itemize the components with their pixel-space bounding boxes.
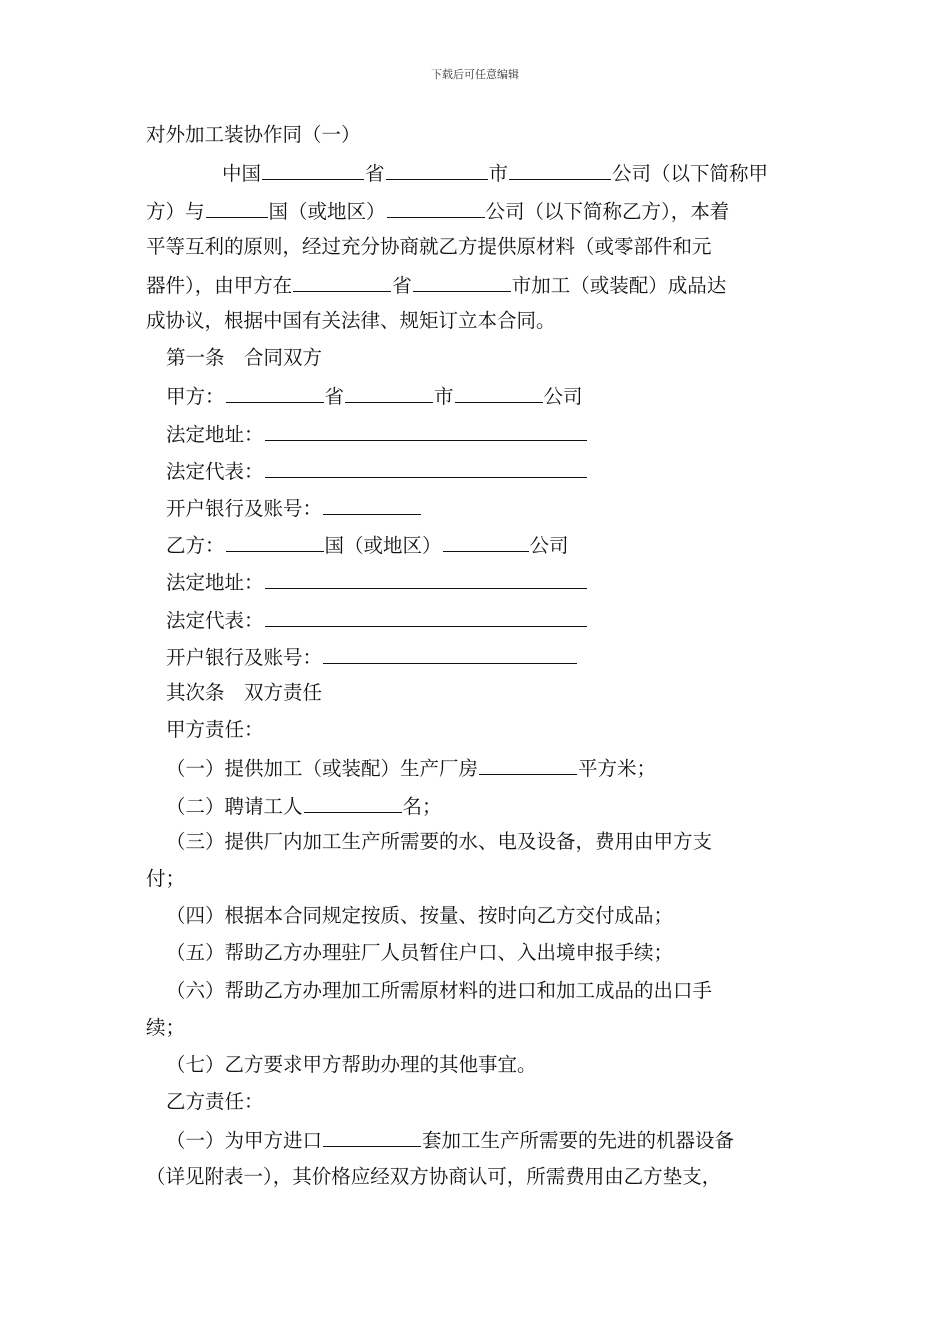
party-a-address [166, 420, 588, 448]
text: （一）提供加工（或装配）生产厂房 [166, 757, 479, 780]
blank-a-company[interactable] [455, 382, 543, 403]
intro-line-2 [146, 197, 729, 225]
a-duty-3-line-1: （三）提供厂内加工生产所需要的水、电及设备，费用由甲方支 [166, 830, 713, 853]
label: 开户银行及账号： [166, 646, 323, 669]
a-duty-4: （四）根据本合同规定按质、按量、按时向乙方交付成品； [166, 904, 674, 927]
label: 法定代表： [166, 460, 264, 483]
a-duty-3-line-2: 付； [146, 867, 186, 890]
party-b-address [166, 568, 588, 596]
blank-a-province[interactable] [226, 382, 324, 403]
label: 法定代表： [166, 609, 264, 632]
blank-a-representative[interactable] [265, 457, 587, 478]
blank-company[interactable] [509, 159, 611, 180]
party-a-bank [166, 494, 422, 522]
article-1-heading: 第一条 合同双方 [166, 346, 323, 369]
blank-equipment-sets[interactable] [323, 1126, 421, 1147]
blank-b-representative[interactable] [265, 606, 587, 627]
a-duty-6-line-2: 续； [146, 1016, 186, 1039]
text: 国（或地区） [268, 200, 386, 223]
a-duty-2 [166, 792, 442, 820]
blank-a-city[interactable] [345, 382, 433, 403]
text: 市 [488, 162, 509, 185]
blank-country[interactable] [206, 197, 268, 218]
text: 公司（以下简称甲 [612, 162, 769, 185]
label: 开户银行及账号： [166, 497, 323, 520]
text: 市加工（或装配）成品达 [511, 274, 727, 297]
text: 公司 [543, 385, 583, 408]
a-duty-7: （七）乙方要求甲方帮助办理的其他事宜。 [166, 1053, 537, 1076]
intro-line-4 [146, 271, 726, 299]
blank-city[interactable] [386, 159, 488, 180]
text: 省 [365, 162, 385, 185]
blank-b-bank[interactable] [323, 643, 577, 664]
party-a-representative [166, 457, 588, 485]
text: 公司 [529, 534, 569, 557]
text: 名； [402, 795, 442, 818]
text: 平方米； [578, 757, 657, 780]
text: 省 [324, 385, 345, 408]
text: 甲方： [166, 385, 225, 408]
text: 国（或地区） [324, 534, 442, 557]
blank-a-bank[interactable] [323, 494, 421, 515]
blank-area[interactable] [479, 754, 577, 775]
blank-province[interactable] [262, 159, 364, 180]
text: （一）为甲方进口 [166, 1129, 323, 1152]
party-a-duties-heading: 甲方责任： [166, 718, 264, 741]
label: 法定地址： [166, 423, 264, 446]
blank-b-country[interactable] [226, 531, 324, 552]
b-duty-1-line-1 [166, 1126, 734, 1154]
blank-workers[interactable] [304, 792, 402, 813]
party-b-representative [166, 606, 588, 634]
intro-line-3: 平等互利的原则，经过充分协商就乙方提供原材料（或零部件和元 [146, 235, 712, 258]
blank-company-b[interactable] [387, 197, 485, 218]
text: 省 [392, 274, 412, 297]
intro-line-5: 成协议，根据中国有关法律、规矩订立本合同。 [146, 309, 556, 332]
text: 中国 [222, 162, 262, 185]
party-b-duties-heading: 乙方责任： [166, 1090, 264, 1113]
party-b-bank [166, 643, 578, 671]
blank-city-2[interactable] [413, 271, 511, 292]
a-duty-6-line-1: （六）帮助乙方办理加工所需原材料的进口和加工成品的出口手 [166, 979, 713, 1002]
text: 市 [434, 385, 454, 408]
page-header-note: 下载后可任意编辑 [431, 68, 519, 81]
article-2-heading: 其次条 双方责任 [166, 681, 323, 704]
document-title: 对外加工装协作同（一） [146, 123, 361, 146]
a-duty-1 [166, 754, 656, 782]
text: 器件），由甲方在 [146, 274, 293, 297]
blank-a-address[interactable] [265, 420, 587, 441]
b-duty-1-line-2: （详见附表一），其价格应经双方协商认可，所需费用由乙方垫支， [146, 1165, 722, 1188]
text: （二）聘请工人 [166, 795, 303, 818]
text: 套加工生产所需要的先进的机器设备 [422, 1129, 735, 1152]
label: 法定地址： [166, 571, 264, 594]
party-a-line [166, 382, 583, 410]
intro-line-1 [222, 159, 768, 187]
a-duty-5: （五）帮助乙方办理驻厂人员暂住户口、入出境申报手续； [166, 941, 674, 964]
text: 公司（以下简称乙方），本着 [485, 200, 730, 223]
party-b-line [166, 531, 569, 559]
blank-b-address[interactable] [265, 568, 587, 589]
blank-province-2[interactable] [293, 271, 391, 292]
text: 方）与 [146, 200, 205, 223]
text: 乙方： [166, 534, 225, 557]
blank-b-company[interactable] [443, 531, 529, 552]
